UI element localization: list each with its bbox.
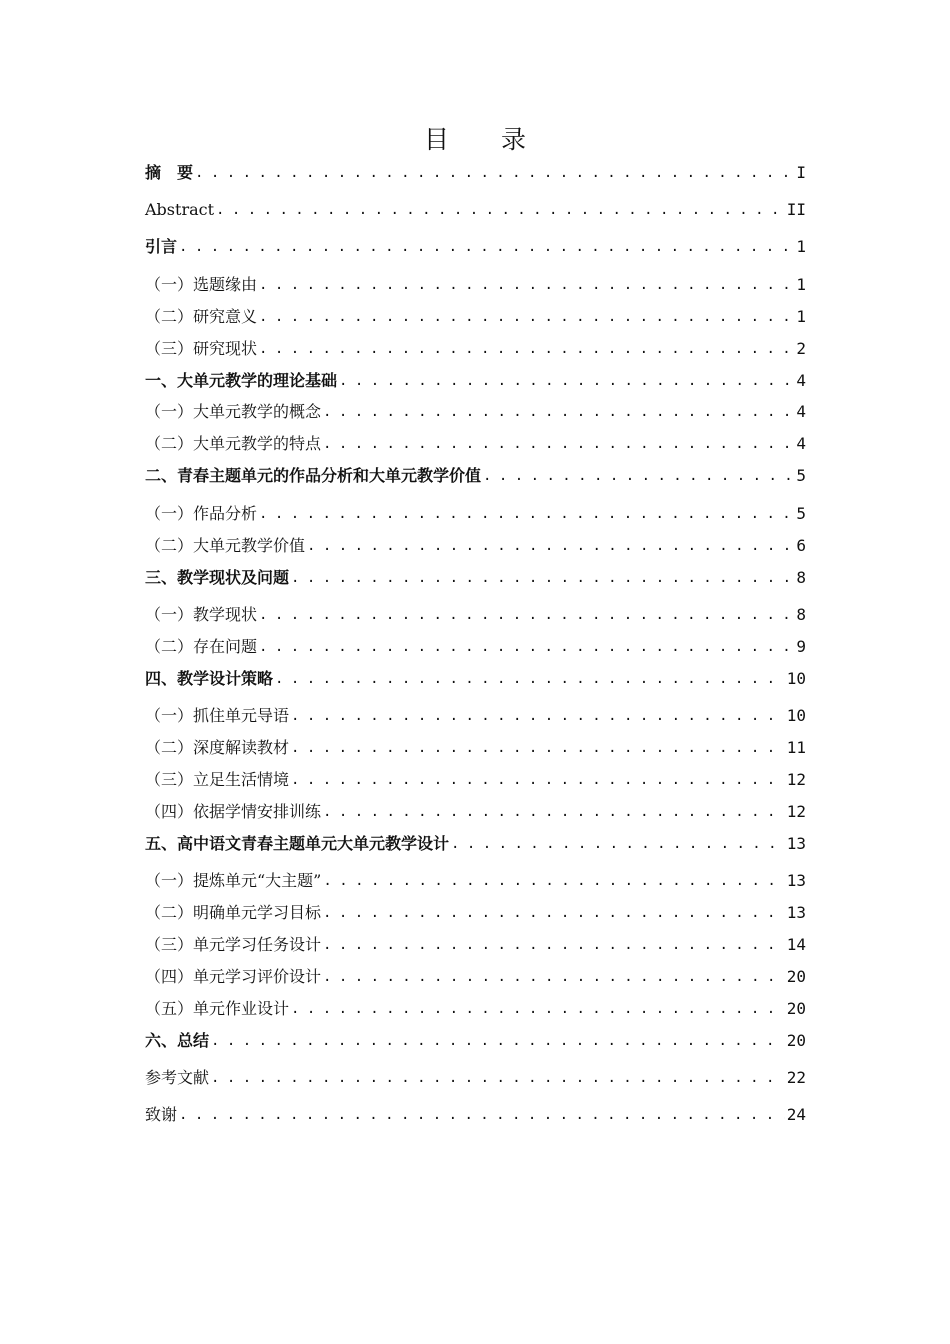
toc-page-number: 12 bbox=[786, 770, 806, 789]
toc-entry[interactable] bbox=[145, 1029, 806, 1053]
toc-entry-label: （三）立足生活情境 bbox=[145, 770, 290, 789]
dot-leader bbox=[216, 198, 785, 222]
toc-entry-label: 三、教学现状及问题 bbox=[145, 568, 290, 587]
toc-entry-label: （一）选题缘由 bbox=[145, 275, 258, 294]
toc-page-number: 20 bbox=[786, 999, 806, 1018]
toc-entry-label: 致谢 bbox=[145, 1105, 178, 1124]
toc-page-number: 13 bbox=[786, 903, 806, 922]
toc-page-number: II bbox=[786, 200, 806, 219]
dot-leader bbox=[211, 1029, 785, 1053]
dot-leader bbox=[451, 832, 785, 856]
dot-leader bbox=[259, 635, 794, 659]
toc-entry-label: （二）存在问题 bbox=[145, 637, 258, 656]
toc-page-number: 13 bbox=[786, 834, 806, 853]
toc-entry[interactable] bbox=[145, 337, 806, 361]
toc-page-number: 20 bbox=[786, 967, 806, 986]
toc-entry[interactable] bbox=[145, 273, 806, 297]
toc-entry-label: （二）深度解读教材 bbox=[145, 738, 290, 757]
toc-entry-label: （二）大单元教学的特点 bbox=[145, 434, 322, 453]
dot-leader bbox=[179, 1103, 785, 1127]
toc-entry[interactable] bbox=[145, 704, 806, 728]
toc-entry[interactable] bbox=[145, 901, 806, 925]
dot-leader bbox=[275, 667, 785, 691]
toc-page-number: 6 bbox=[796, 536, 806, 555]
toc-page-number: 1 bbox=[796, 307, 806, 326]
toc-entry-label: 六、总结 bbox=[145, 1031, 210, 1050]
toc-entry-label: （三）研究现状 bbox=[145, 339, 258, 358]
toc-entry[interactable] bbox=[145, 369, 806, 393]
dot-leader bbox=[323, 800, 785, 824]
dot-leader bbox=[259, 273, 794, 297]
toc-entry-label: （五）单元作业设计 bbox=[145, 999, 290, 1018]
toc-entry[interactable] bbox=[145, 965, 806, 989]
toc-page-number: 1 bbox=[796, 275, 806, 294]
toc-entry[interactable] bbox=[145, 432, 806, 456]
toc-page-number: 9 bbox=[796, 637, 806, 656]
toc-entry[interactable] bbox=[145, 566, 806, 590]
toc-entry-label: 引言 bbox=[145, 237, 178, 256]
dot-leader bbox=[291, 704, 785, 728]
dot-leader bbox=[323, 965, 785, 989]
toc-entry-label: （一）提炼单元“大主题” bbox=[145, 871, 322, 890]
dot-leader bbox=[291, 566, 794, 590]
toc-entry[interactable] bbox=[145, 464, 806, 488]
toc-entry[interactable] bbox=[145, 768, 806, 792]
toc-entry-label: （一）大单元教学的概念 bbox=[145, 402, 322, 421]
toc-entry[interactable] bbox=[145, 198, 806, 222]
dot-leader bbox=[323, 933, 785, 957]
toc-entry-label: （二）明确单元学习目标 bbox=[145, 903, 322, 922]
toc-entry[interactable] bbox=[145, 1066, 806, 1090]
toc-page-number: 24 bbox=[786, 1105, 806, 1124]
toc-entry[interactable] bbox=[145, 603, 806, 627]
dot-leader bbox=[339, 369, 794, 393]
dot-leader bbox=[291, 997, 785, 1021]
toc-title: 目 录 bbox=[424, 125, 548, 154]
toc-entry[interactable] bbox=[145, 1103, 806, 1127]
toc-page-number: 2 bbox=[796, 339, 806, 358]
toc-entry[interactable] bbox=[145, 869, 806, 893]
dot-leader bbox=[323, 432, 794, 456]
dot-leader bbox=[259, 603, 794, 627]
toc-page-number: 8 bbox=[796, 568, 806, 587]
dot-leader bbox=[483, 464, 794, 488]
dot-leader bbox=[323, 869, 784, 893]
toc-page-number: 10 bbox=[786, 669, 806, 688]
toc-entry[interactable] bbox=[145, 800, 806, 824]
toc-entry-label: （一）抓住单元导语 bbox=[145, 706, 290, 725]
toc-entry-label: （三）单元学习任务设计 bbox=[145, 935, 322, 954]
toc-entry-label: （一）教学现状 bbox=[145, 605, 258, 624]
toc-entry-label: 一、大单元教学的理论基础 bbox=[145, 371, 338, 390]
dot-leader bbox=[323, 901, 785, 925]
toc-page-number: 10 bbox=[786, 706, 806, 725]
toc-entry-label: 四、教学设计策略 bbox=[145, 669, 274, 688]
toc-entry-label: Abstract bbox=[145, 200, 215, 219]
toc-entry-label: 参考文献 bbox=[145, 1068, 210, 1087]
toc-page-number: 4 bbox=[796, 434, 806, 453]
toc-entry[interactable] bbox=[145, 635, 806, 659]
toc-entry[interactable] bbox=[145, 400, 806, 424]
toc-entry[interactable] bbox=[145, 534, 806, 558]
toc-entry[interactable] bbox=[145, 305, 806, 329]
toc-entry[interactable] bbox=[145, 161, 806, 185]
toc-entry[interactable] bbox=[145, 502, 806, 526]
toc-entry[interactable] bbox=[145, 933, 806, 957]
toc-page-number: 20 bbox=[786, 1031, 806, 1050]
toc-entry-label: （二）研究意义 bbox=[145, 307, 258, 326]
toc-entry-label: （二）大单元教学价值 bbox=[145, 536, 306, 555]
toc-page-number: I bbox=[796, 163, 806, 182]
dot-leader bbox=[323, 400, 794, 424]
dot-leader bbox=[211, 1066, 785, 1090]
toc-page-number: 5 bbox=[796, 466, 806, 485]
toc-entry[interactable] bbox=[145, 832, 806, 856]
dot-leader bbox=[259, 305, 794, 329]
toc-page-number: 14 bbox=[786, 935, 806, 954]
toc-page-number: 22 bbox=[786, 1068, 806, 1087]
toc-entry-label: 二、青春主题单元的作品分析和大单元教学价值 bbox=[145, 466, 482, 485]
toc-page-number: 4 bbox=[796, 402, 806, 421]
toc-page-number: 8 bbox=[796, 605, 806, 624]
dot-leader bbox=[259, 337, 794, 361]
toc-page-number: 11 bbox=[786, 738, 806, 757]
toc-entry-label: （一）作品分析 bbox=[145, 504, 258, 523]
dot-leader bbox=[195, 161, 794, 185]
dot-leader bbox=[307, 534, 794, 558]
dot-leader bbox=[291, 736, 785, 760]
toc-entry[interactable] bbox=[145, 736, 806, 760]
toc-entry-label: （四）依据学情安排训练 bbox=[145, 802, 322, 821]
dot-leader bbox=[291, 768, 785, 792]
toc-page-number: 5 bbox=[796, 504, 806, 523]
toc-page-number: 1 bbox=[796, 237, 806, 256]
toc-entry[interactable] bbox=[145, 667, 806, 691]
toc-entry-label: 五、高中语文青春主题单元大单元教学设计 bbox=[145, 834, 450, 853]
dot-leader bbox=[259, 502, 794, 526]
dot-leader bbox=[179, 235, 794, 259]
toc-page-number: 12 bbox=[786, 802, 806, 821]
toc-page-number: 13 bbox=[786, 871, 806, 890]
toc-entry[interactable] bbox=[145, 235, 806, 259]
toc-entry-label: 摘 要 bbox=[145, 163, 194, 182]
toc-entry[interactable] bbox=[145, 997, 806, 1021]
toc-entry-label: （四）单元学习评价设计 bbox=[145, 967, 322, 986]
toc-page-number: 4 bbox=[796, 371, 806, 390]
